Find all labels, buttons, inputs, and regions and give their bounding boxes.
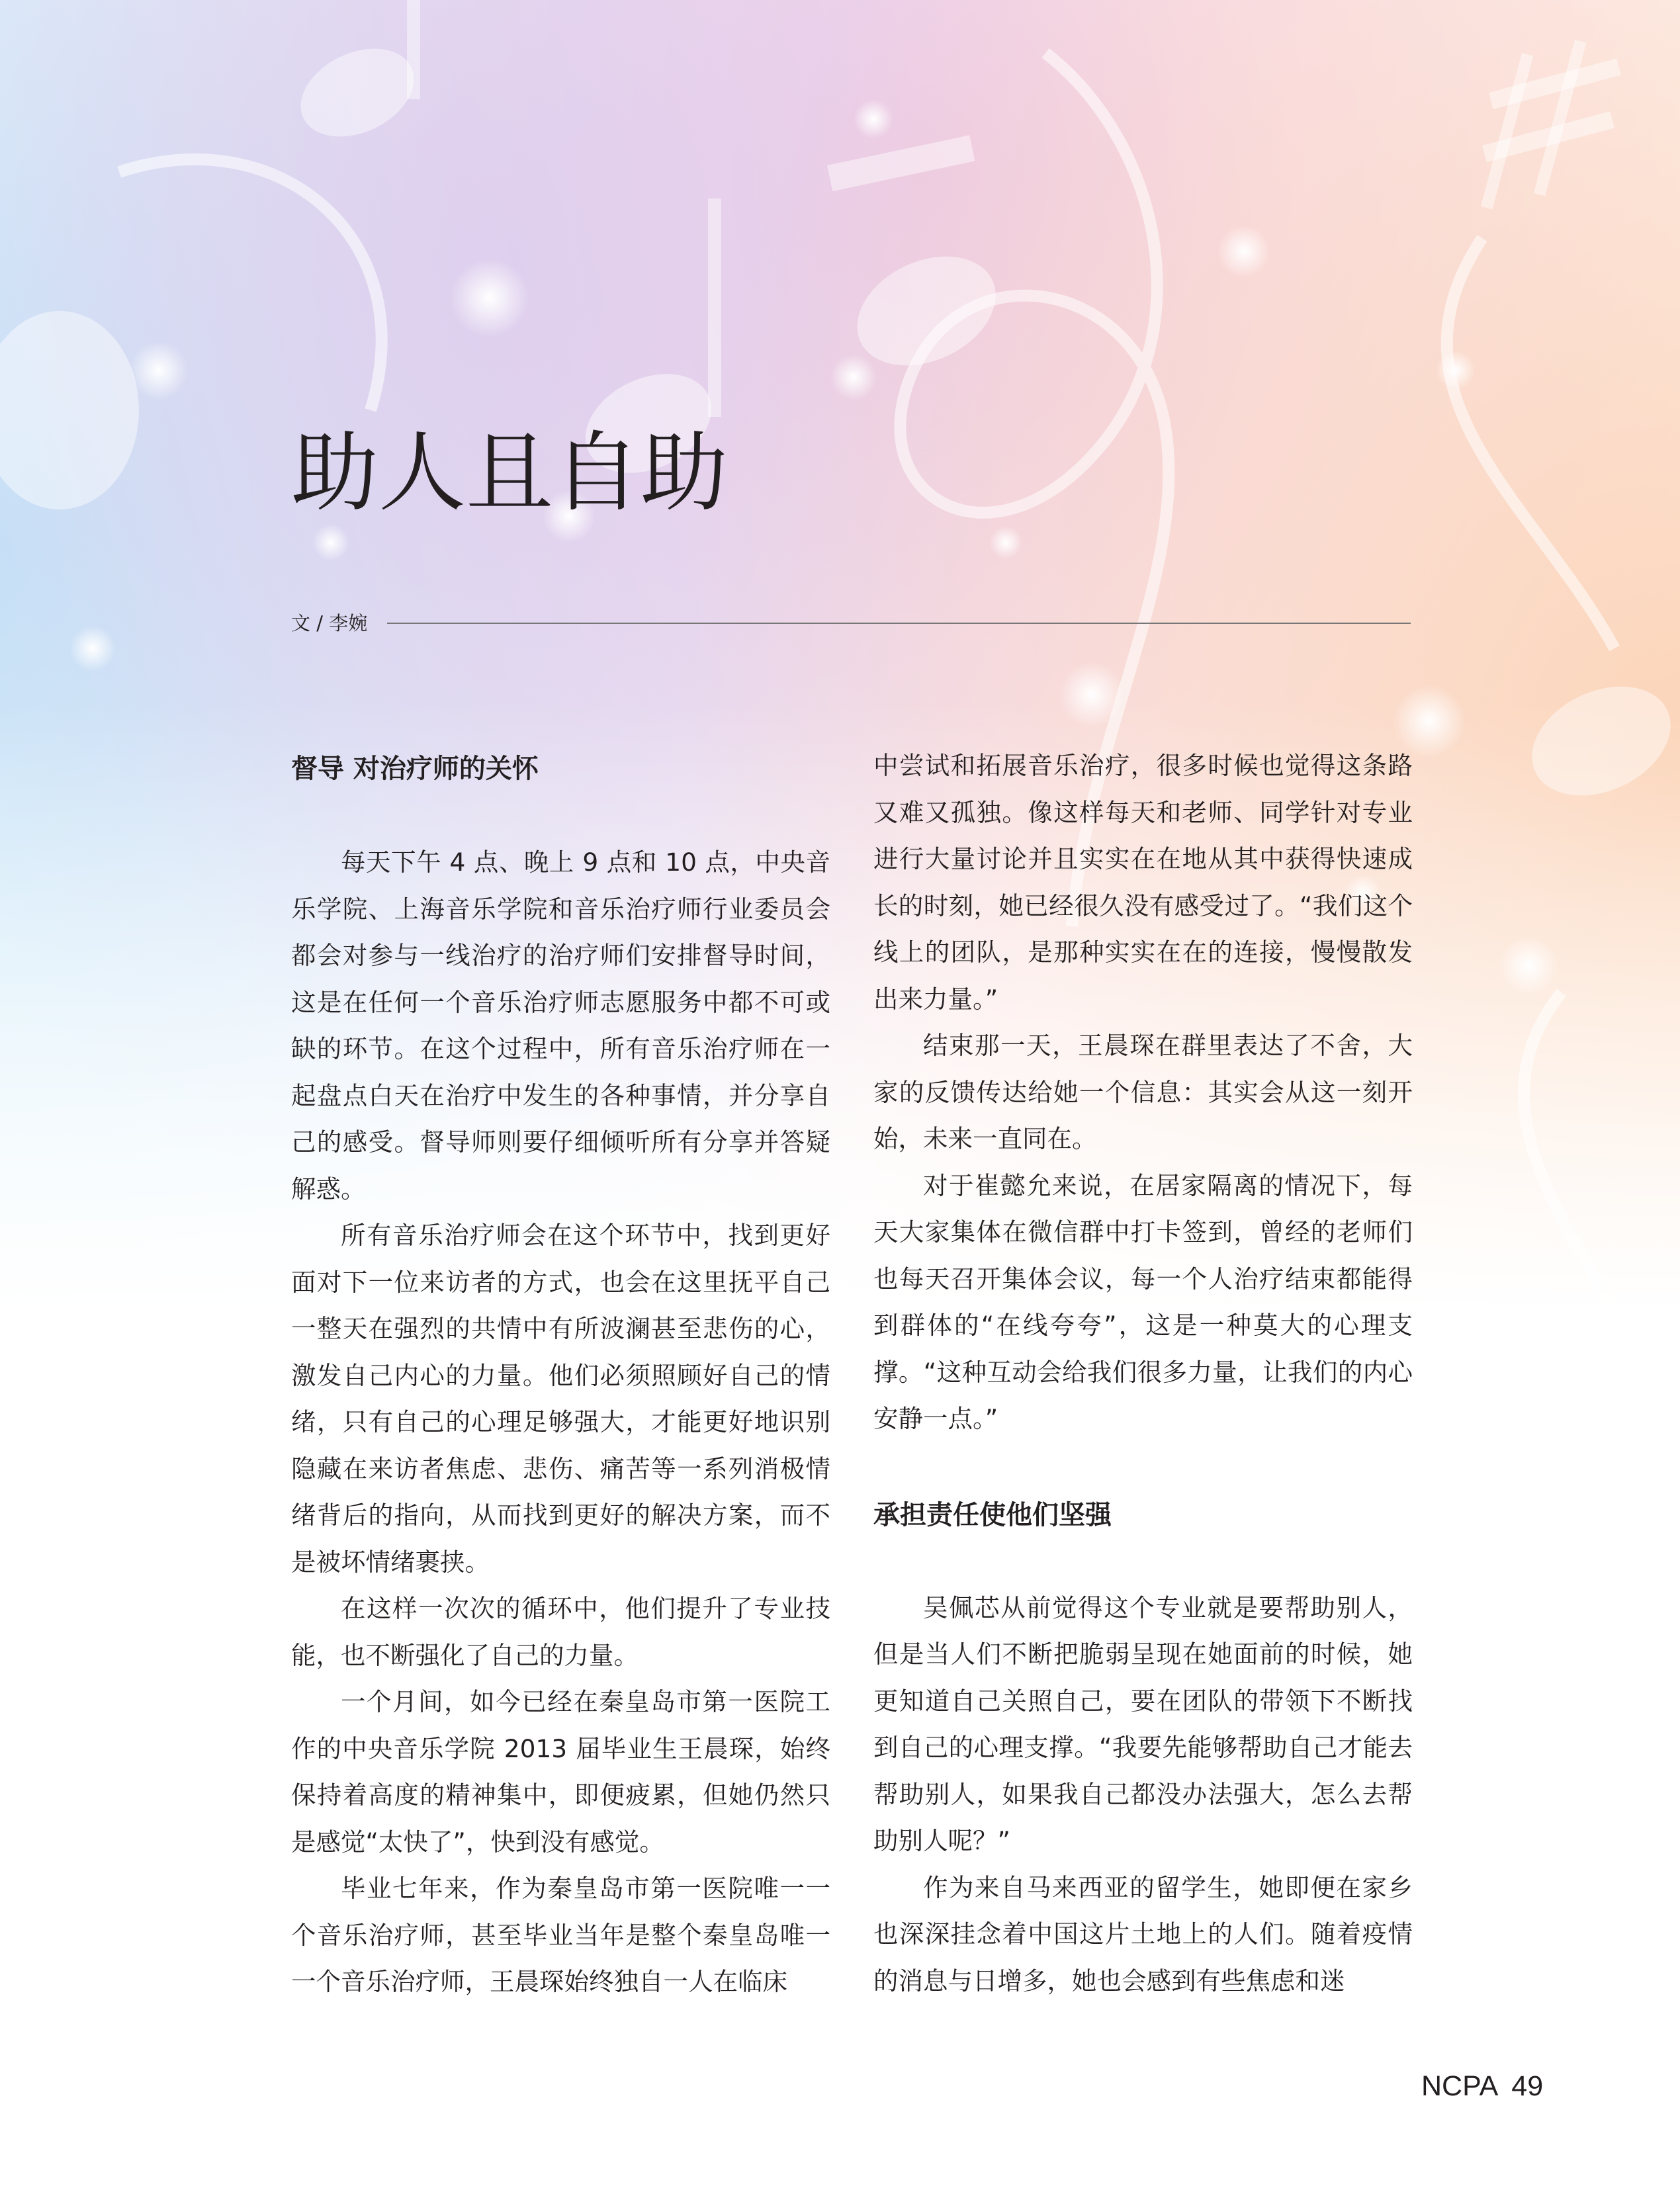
paragraph: 吴佩芯从前觉得这个专业就是要帮助别人，但是当人们不断把脆弱呈现在她面前的时候，她更知道自己关照自己，要在团队的带领下不断找到自己的心理支撑。“我要先能够帮助自己才能去帮助别人，如果我自己都没办法强大，怎么去帮助别人呢？” — [873, 1593, 1413, 1855]
paragraph: 对于崔懿允来说，在居家隔离的情况下，每天大家集体在微信群中打卡签到，曾经的老师们也每天召开集体会议，每一个人治疗结束都能得到群体的“在线夸夸”，这是一种莫大的心理支撑。“这种互动会给我们很多力量，让我们的内心安静一点。” — [873, 1170, 1413, 1433]
paragraph: 每天下午 4 点、晚上 9 点和 10 点，中央音乐学院、上海音乐学院和音乐治疗师行业委员会都会对参与一线治疗的治疗师们安排督导时间，这是在任何一个音乐治疗师志愿服务中都不可或缺的环节。在这个过程中，所有音乐治疗师在一起盘点白天在治疗中发生的各种事情，并分享自己的感受。督导师则要仔细倾听所有分享并答疑解惑。 — [291, 848, 830, 1203]
section-heading: 督导 对治疗师的关怀 — [291, 754, 539, 784]
divider — [387, 623, 1411, 624]
magazine-name: NCPA — [1421, 2070, 1499, 2102]
paragraph: 一个月间，如今已经在秦皇岛市第一医院工作的中央音乐学院 2013 届毕业生王晨琛，始终保持着高度的精神集中，即便疲累，但她仍然只是感觉“太快了”，快到没有感觉。 — [291, 1687, 830, 1857]
paragraph: 所有音乐治疗师会在这个环节中，找到更好面对下一位来访者的方式，也会在这里抚平自己一整天在强烈的共情中有所波澜甚至悲伤的心，激发自己内心的力量。他们必须照顾好自己的情绪，只有自己的心理足够强大，才能更好地识别隐藏在来访者焦虑、悲伤、痛苦等一系列消极情绪背后的指向，从而找到更好的解决方案，而不是被坏情绪裹挟。 — [291, 1221, 830, 1577]
page-title: 助人且自助 — [291, 422, 728, 524]
paragraph: 结束那一天，王晨琛在群里表达了不舍，大家的反馈传达给她一个信息：其实会从这一刻开始，未来一直同在。 — [873, 1031, 1413, 1153]
paragraph: 在这样一次次的循环中，他们提升了专业技能，也不断强化了自己的力量。 — [291, 1594, 830, 1670]
byline: 文 / 李婉 — [291, 612, 368, 635]
paragraph: 中尝试和拓展音乐治疗，很多时候也觉得这条路又难又孤独。像这样每天和老师、同学针对专业进行大量讨论并且实实在在地从其中获得快速成长的时刻，她已经很久没有感受过了。“我们这个线上的团队，是那种实实在在的连接，慢慢散发出来力量。” — [873, 751, 1413, 1014]
section-heading: 承担责任使他们坚强 — [873, 1499, 1112, 1530]
page-footer — [1421, 2070, 1543, 2103]
paragraph: 毕业七年来，作为秦皇岛市第一医院唯一一个音乐治疗师，甚至毕业当年是整个秦皇岛唯一一个音乐治疗师，王晨琛始终独自一人在临床 — [291, 1874, 830, 1996]
page-number: 49 — [1511, 2070, 1544, 2102]
right-column — [873, 742, 1413, 2004]
left-column — [291, 742, 830, 2005]
paragraph: 作为来自马来西亚的留学生，她即便在家乡也深深挂念着中国这片土地上的人们。随着疫情的消息与日增多，她也会感到有些焦虑和迷 — [873, 1872, 1413, 1995]
